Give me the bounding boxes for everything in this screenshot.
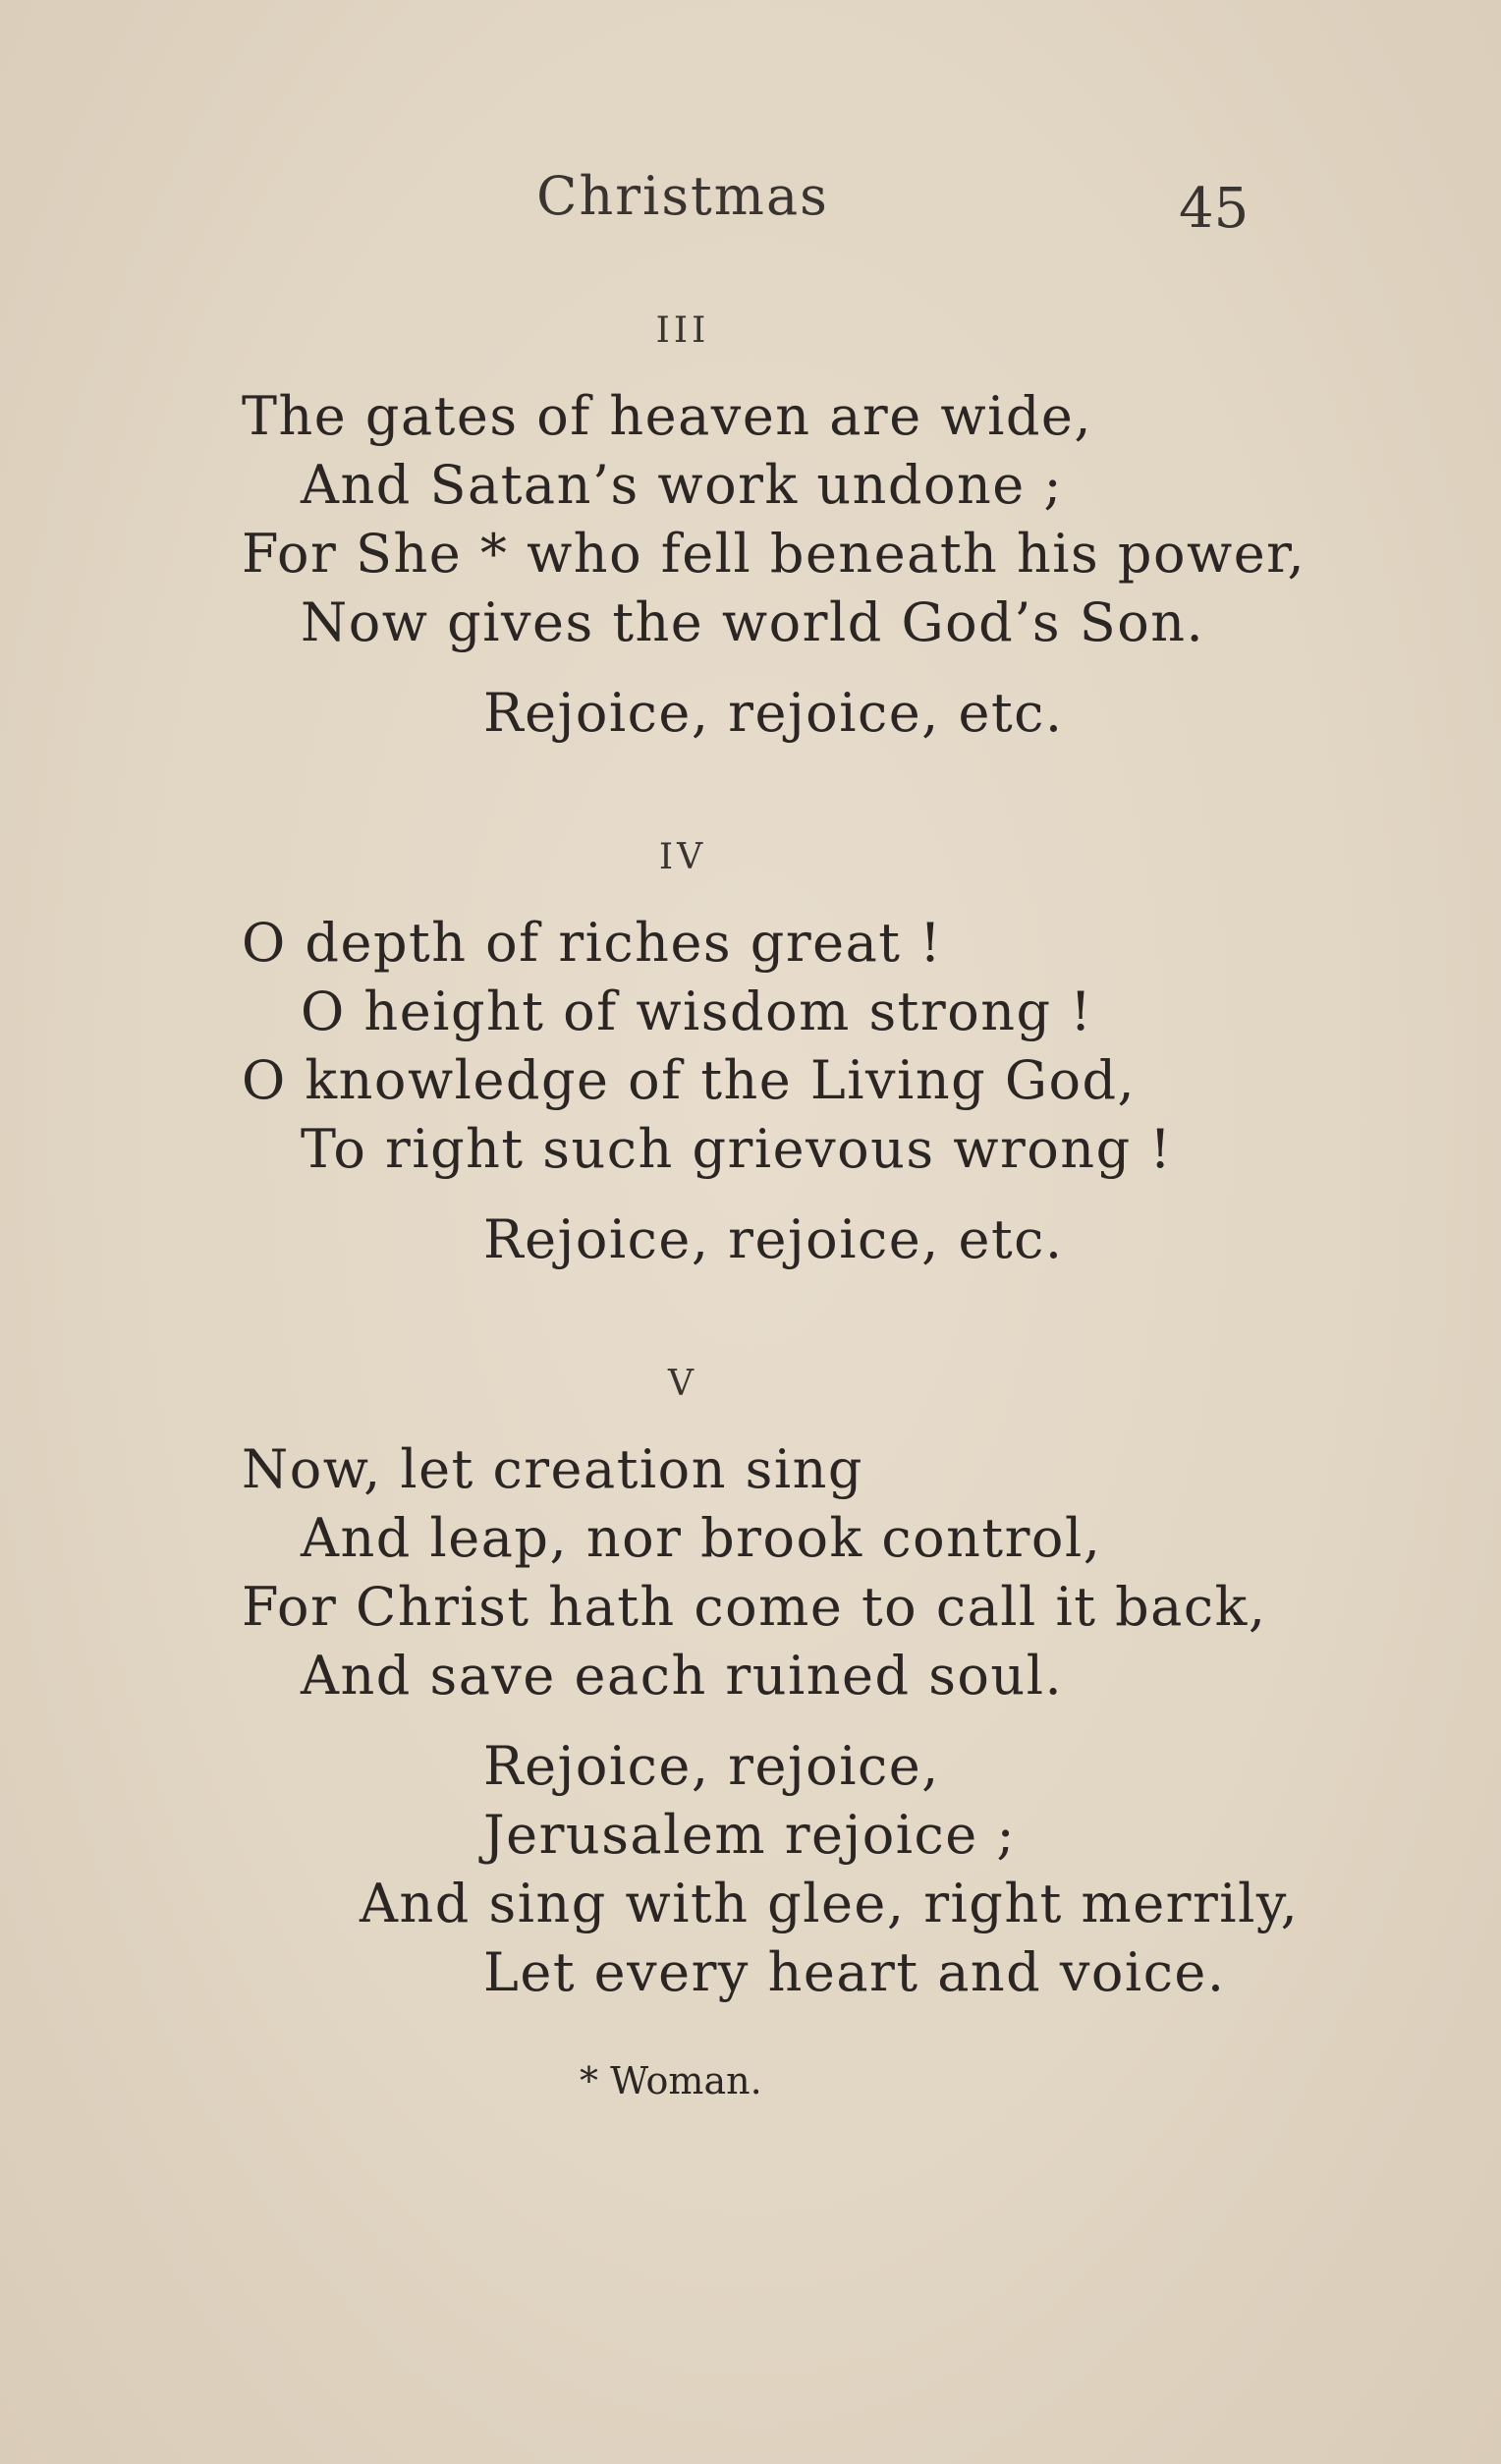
verse-line: O height of wisdom strong ! [301, 980, 1093, 1042]
footnote: * Woman. [580, 2059, 762, 2102]
stanza-numeral: IV [658, 837, 707, 877]
verse-line: O knowledge of the Living God, [242, 1049, 1137, 1111]
refrain-line: Jerusalem rejoice ; [483, 1804, 1017, 1866]
verse-line: For Christ hath come to call it back, [242, 1576, 1267, 1638]
verse-line: For She * who fell beneath his power, [242, 523, 1306, 585]
verse-line: Now, let creation sing [242, 1438, 863, 1500]
verse-line: O depth of riches great ! [242, 912, 943, 974]
verse-line: The gates of heaven are wide, [242, 385, 1093, 447]
refrain-line: Rejoice, rejoice, [483, 1735, 940, 1797]
refrain-line: And sing with glee, right merrily, [360, 1873, 1300, 1934]
stanza-numeral: III [655, 310, 710, 351]
verse-line: To right such grievous wrong ! [301, 1118, 1173, 1180]
refrain-line: Rejoice, rejoice, etc. [483, 682, 1064, 744]
verse-line: Now gives the world God’s Son. [301, 591, 1205, 653]
refrain-line: Let every heart and voice. [483, 1941, 1226, 2003]
verse-line: And Satan’s work undone ; [301, 454, 1064, 516]
running-head-title: Christmas [536, 165, 829, 227]
refrain-line: Rejoice, rejoice, etc. [483, 1208, 1064, 1270]
verse-line: And save each ruined soul. [301, 1645, 1064, 1707]
verse-line: And leap, nor brook control, [301, 1507, 1102, 1569]
page-number: 45 [1179, 177, 1250, 241]
stanza-numeral: V [668, 1364, 697, 1404]
